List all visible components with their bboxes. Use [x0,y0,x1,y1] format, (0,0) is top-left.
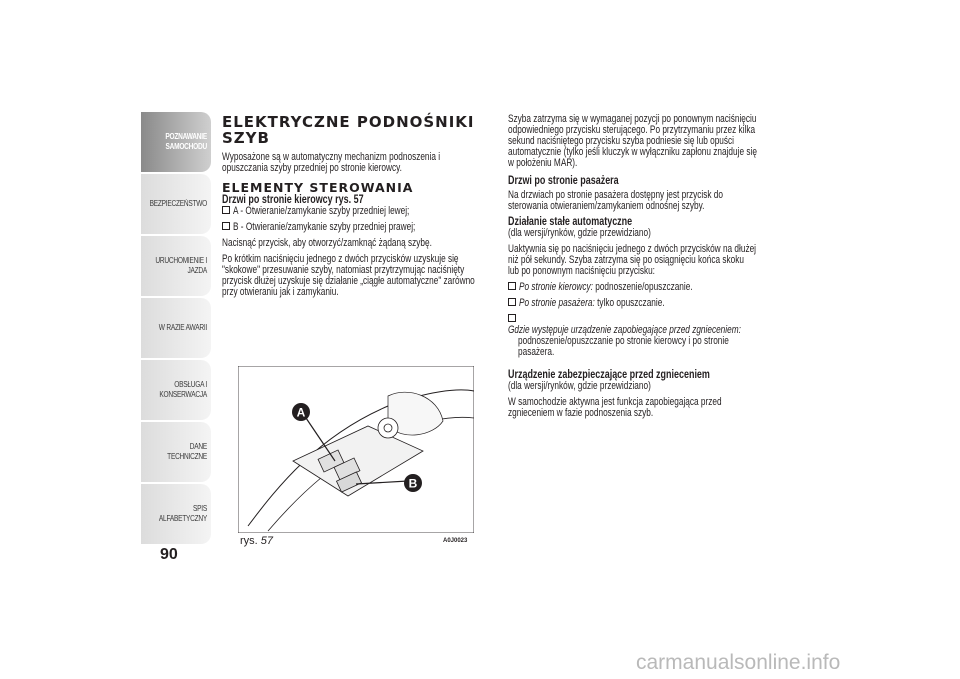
bullet-anti-crush: Gdzie występuje urządzenie zapobiegające przed zgnieceniem: podnoszenie/opuszczanie po stronie kierowcy i po stronie pasażera. [508,314,788,358]
checkbox-bullet-icon [222,222,230,230]
checkbox-bullet-icon [508,314,516,322]
checkbox-bullet-icon [222,206,230,214]
auto-heading: Działanie stałe automatyczne [508,216,633,228]
auto-note: (dla wersji/rynków, gdzie przewidziano) [508,227,651,239]
bullet-passenger: Po stronie pasażera: tylko opuszczanie. [508,298,788,309]
watermark: carmanualsonline.info [636,651,841,674]
crush-heading: Urządzenie zabezpieczające przed zgnieceniem [508,369,710,381]
figure-label-b: B [408,476,418,491]
tab-obsluga-i-konserwacja[interactable]: OBSŁUGA I KONSERWACJA [141,360,211,420]
passenger-heading: Drzwi po stronie pasażera [508,175,619,187]
instruction-line: Nacisnąć przycisk, aby otworzyć/zamknąć żądaną szybę. [222,237,432,249]
tab-w-razie-awarii[interactable]: W RAZIE AWARII [141,298,211,358]
page-title: ELEKTRYCZNE PODNOŚNIKI SZYB [222,113,475,147]
crush-paragraph: W samochodzie aktywna jest funkcja zapobiegająca przed zgnieceniem w fazie podnoszenia szyb. [508,396,722,419]
crush-note: (dla wersji/rynków, gdzie przewidziano) [508,380,651,392]
bullet-b: B - Otwieranie/zamykanie szyby przedniej prawej; [222,222,497,233]
description-paragraph: Po krótkim naciśnięciu jednego z dwóch przycisków uzyskuje się "skokowe" przesuwanie szyby, natomiast przytrzymując naciśnięty przycisk dłużej uzyskuje się działanie „ciągłe automatyczne" zarówno przy otwieraniu jak i zamykaniu. [222,253,475,298]
checkbox-bullet-icon [508,282,516,290]
right-column [508,114,788,424]
intro-text: Wyposażone są w automatyczny mechanizm podnoszenia i opuszczania szyby przedniej po stronie kierowcy. [222,151,441,174]
figure-label-a: A [296,405,306,420]
subsection-heading: Drzwi po stronie kierowcy rys. 57 [222,194,364,206]
chapter-tabs [141,112,211,546]
tab-uruchomienie-i-jazda[interactable]: URUCHOMIENIE I JAZDA [141,236,211,296]
tab-spis-alfabetyczny[interactable]: SPIS ALFABETYCZNY [141,484,211,544]
passenger-paragraph: Na drzwiach po stronie pasażera dostępny jest przycisk do sterowania otwieraniem/zamykaniem odnośnej szyby. [508,189,723,212]
tab-bezpieczenstwo[interactable]: BEZPIECZEŃSTWO [141,174,211,234]
bullet-driver: Po stronie kierowcy: podnoszenie/opuszczanie. [508,282,788,293]
window-switch-illustration [238,366,474,533]
figure-window-switches [238,366,474,533]
bullet-a: A - Otwieranie/zamykanie szyby przedniej lewej; [222,206,497,217]
tab-dane-techniczne[interactable]: DANE TECHNICZNE [141,422,211,482]
tab-poznawanie-samochodu[interactable]: POZNAWANIE SAMOCHODU [141,112,211,172]
stop-paragraph: Szyba zatrzyma się w wymaganej pozycji po ponownym naciśnięciu odpowiedniego przycisku sterującego. Po przytrzymaniu przez kilka sekund naciśniętego przycisku szyba podniesie się lub opuści automatycznie (tylko jeśli kluczyk w wyłączniku zapłonu znajduje się w położeniu MAR). [508,113,757,169]
section-heading: ELEMENTY STEROWANIA [222,180,414,195]
figure-caption: rys. 57 [240,535,274,547]
page-number: 90 [160,546,178,563]
checkbox-bullet-icon [508,298,516,306]
left-column [222,114,497,303]
auto-paragraph: Uaktywnia się po naciśnięciu jednego z dwóch przycisków na dłużej niż pół sekundy. Szyba zatrzyma się po osiągnięciu końca skoku lub po ponownym naciśnięciu przycisku: [508,243,757,277]
figure-code: A0J0023 [443,538,468,544]
